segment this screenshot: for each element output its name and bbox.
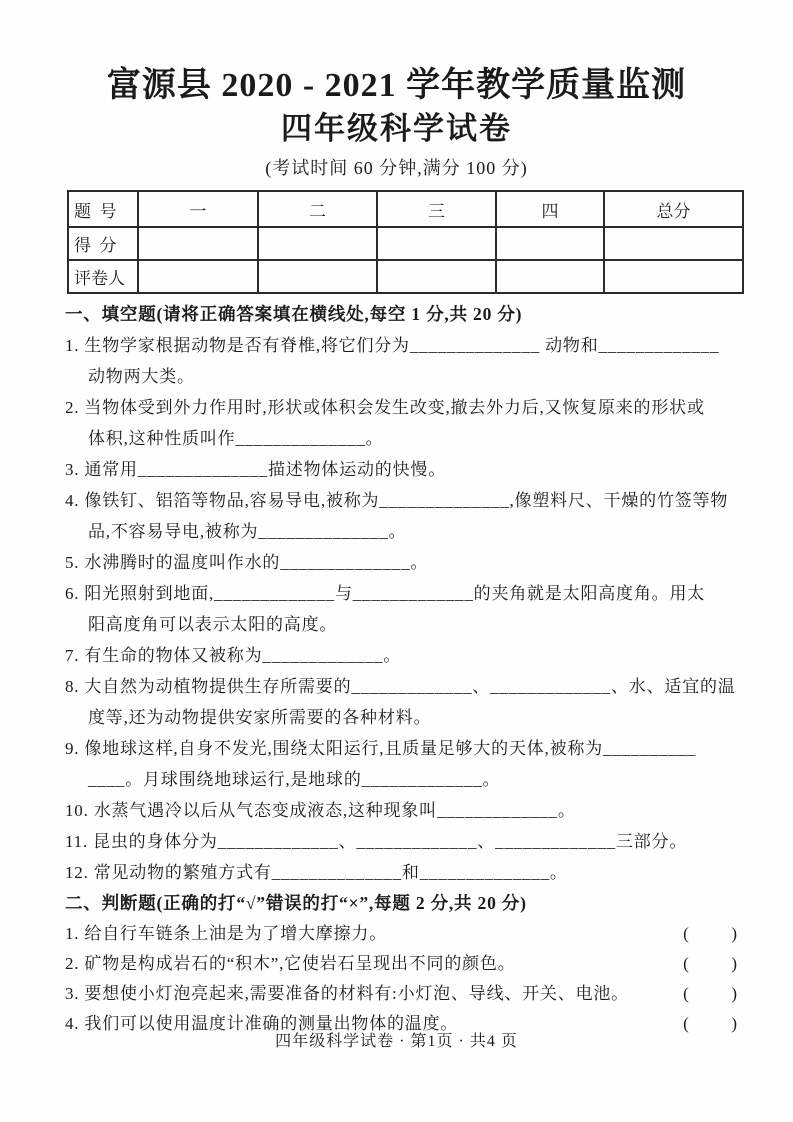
judgment-text: 1. 给自行车链条上油是为了增大摩擦力。 (65, 924, 387, 943)
grader-row-label: 评卷人 (68, 260, 138, 293)
question-line: 阳高度角可以表示太阳的高度。 (88, 615, 338, 634)
judgment-row (65, 949, 745, 979)
answer-bracket: ( ) (683, 954, 737, 973)
question-line: 7. 有生命的物体又被称为_____________。 (65, 646, 402, 665)
answer-bracket: ( ) (683, 984, 737, 1003)
score-col-header-1: 一 (138, 191, 258, 227)
judgment-row (65, 979, 745, 1009)
page-footer: 四年级科学试卷 · 第1页 · 共4 页 (275, 1033, 518, 1050)
judgment-text: 2. 矿物是构成岩石的“积木”,它使岩石呈现出不同的颜色。 (65, 954, 516, 973)
question-line: 9. 像地球这样,自身不发光,围绕太阳运行,且质量足够大的天体,被称为__________ (65, 739, 696, 758)
answer-bracket: ( ) (683, 1014, 737, 1033)
judgment-section-heading: 二、判断题(正确的打“√”错误的打“×”,每题 2 分,共 20 分) (65, 893, 527, 913)
question-line: 3. 通常用______________描述物体运动的快慢。 (65, 460, 446, 479)
judgment-text: 3. 要想使小灯泡亮起来,需要准备的材料有:小灯泡、导线、开关、电池。 (65, 984, 629, 1003)
exam-title: 富源县 2020 - 2021 学年教学质量监测 (106, 67, 687, 104)
question-line: 动物两大类。 (88, 367, 195, 386)
exam-subtitle: 四年级科学试卷 (281, 111, 512, 146)
exam-info: (考试时间 60 分钟,满分 100 分) (265, 158, 528, 178)
judgment-row (65, 919, 745, 949)
question-line: ____。月球围绕地球运行,是地球的_____________。 (88, 770, 501, 789)
score-cell (138, 227, 258, 260)
score-cell (496, 227, 604, 260)
question-line: 体积,这种性质叫作______________。 (88, 429, 384, 448)
grader-cell (138, 260, 258, 293)
score-table-corner: 题 号 (68, 191, 138, 227)
question-line: 8. 大自然为动植物提供生存所需要的_____________、_____________、水、适宜的温 (65, 677, 736, 696)
grader-cell (377, 260, 496, 293)
question-line: 11. 昆虫的身体分为_____________、_____________、_____________三部分。 (65, 832, 688, 851)
question-line: 2. 当物体受到外力作用时,形状或体积会发生改变,撤去外力后,又恢复原来的形状或 (65, 398, 705, 417)
score-cell (377, 227, 496, 260)
question-line: 度等,还为动物提供安家所需要的各种材料。 (88, 708, 432, 727)
exam-header (0, 64, 793, 180)
question-line: 6. 阳光照射到地面,_____________与_____________的夹角就是太阳高度角。用太 (65, 584, 706, 603)
answer-bracket: ( ) (683, 924, 737, 943)
score-col-header-2: 二 (258, 191, 377, 227)
fill-in-section-heading: 一、填空题(请将正确答案填在横线处,每空 1 分,共 20 分) (65, 304, 523, 324)
question-line: 10. 水蒸气遇冷以后从气态变成液态,这种现象叫_____________。 (65, 801, 576, 820)
question-line: 5. 水沸腾时的温度叫作水的______________。 (65, 553, 429, 572)
question-line: 品,不容易导电,被称为______________。 (88, 522, 407, 541)
grader-cell (258, 260, 377, 293)
score-cell (258, 227, 377, 260)
question-line: 1. 生物学家根据动物是否有脊椎,将它们分为______________ 动物和_____________ (65, 336, 720, 355)
score-cell (604, 227, 743, 260)
judgment-text: 4. 我们可以使用温度计准确的测量出物体的温度。 (65, 1014, 459, 1033)
score-table (67, 190, 744, 294)
question-area (65, 299, 745, 1039)
grader-cell (496, 260, 604, 293)
grader-cell (604, 260, 743, 293)
score-col-header-total: 总分 (604, 191, 743, 227)
score-col-header-4: 四 (496, 191, 604, 227)
question-line: 4. 像铁钉、铝箔等物品,容易导电,被称为______________,像塑料尺、干燥的竹签等物 (65, 491, 729, 510)
question-line: 12. 常见动物的繁殖方式有______________和______________。 (65, 863, 568, 882)
score-col-header-3: 三 (377, 191, 496, 227)
score-row-label: 得 分 (68, 227, 138, 260)
